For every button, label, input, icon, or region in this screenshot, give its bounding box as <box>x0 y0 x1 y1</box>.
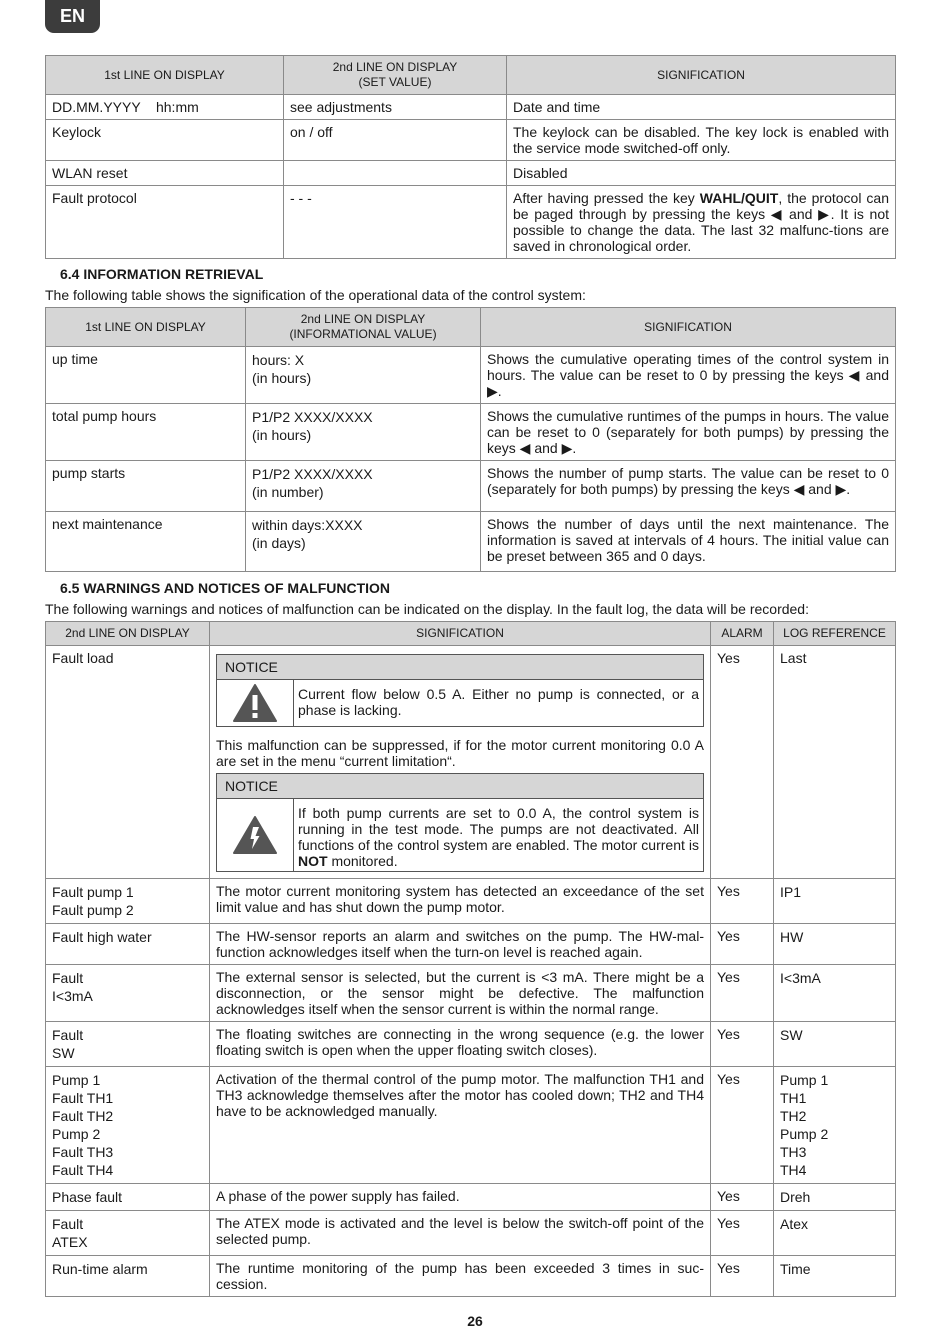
section-intro: The following table shows the signification of the operational data of the control system: <box>45 287 586 303</box>
table-cell: up time <box>46 347 246 404</box>
section-intro: The following warnings and notices of malfunction can be indicated on the display. In the fault log, the data will be recorded: <box>45 601 809 617</box>
table-row <box>46 1211 896 1256</box>
cell-line: IP1 <box>780 884 802 900</box>
page-number: 26 <box>467 1313 483 1329</box>
cell-line: Pump 2 <box>52 1126 101 1142</box>
settings-table <box>45 55 896 259</box>
table-cell: Yes <box>711 1211 774 1256</box>
cell-line: TH1 <box>780 1090 807 1106</box>
warnings-table <box>45 621 896 1297</box>
table-header: LOG REFERENCE <box>774 622 896 646</box>
table-cell: Shows the cumulative operating times of the control system in hours. The value can be reset to 0 by pressing the keys ◀ and ▶. <box>481 347 896 404</box>
cell-line: Pump 1 <box>52 1072 101 1088</box>
table-cell: A phase of the power supply has failed. <box>210 1184 711 1211</box>
table-cell <box>284 161 507 186</box>
table-cell: see adjustments <box>284 95 507 120</box>
table-row <box>46 965 896 1022</box>
table-cell: Fault load <box>46 646 210 879</box>
table-cell: total pump hours <box>46 404 246 461</box>
table-cell <box>774 1256 896 1297</box>
table-cell: Yes <box>711 879 774 924</box>
table-header: 2nd LINE ON DISPLAY (SET VALUE) <box>284 56 507 95</box>
table-cell: The ATEX mode is activated and the level is below the switch-off point of the selected pump. <box>210 1211 711 1256</box>
table-cell: WLAN reset <box>46 161 284 186</box>
electric-hazard-icon <box>217 799 294 871</box>
table-cell: The external sensor is selected, but the current is <3 mA. There might be a disconnection, or the sensor might be defective. The malfunction acknowledges itself when the sensor current is within the normal range. <box>210 965 711 1022</box>
cell-line: TH3 <box>780 1144 807 1160</box>
table-cell: next maintenance <box>46 512 246 572</box>
fault-load-description: This malfunction can be suppressed, if for the motor current monitoring 0.0 A are set in the menu “current limitation“. <box>216 737 704 769</box>
cell-line: SW <box>780 1027 803 1043</box>
table-cell <box>774 1184 896 1211</box>
cell-line: Pump 1 <box>780 1072 829 1088</box>
table-header: SIGNIFICATION <box>210 622 711 646</box>
table-cell: After having pressed the key WAHL/QUIT, the protocol can be paged through by pressing the keys ◀ and ▶. It is not possible to change the data. The last 32 malfunc-tions are saved in chronological order. <box>507 186 896 259</box>
table-row <box>46 924 896 965</box>
cell-line: Fault TH3 <box>52 1144 114 1160</box>
language-tab: EN <box>45 0 100 33</box>
table-cell: Yes <box>711 965 774 1022</box>
table-cell <box>46 1022 210 1067</box>
table-cell: The floating switches are connecting in the wrong sequence (e.g. the lower floating switch is open when the upper floating switch closes). <box>210 1022 711 1067</box>
cell-line: I<3mA <box>780 970 821 986</box>
cell-line: Fault <box>52 970 84 986</box>
table-cell: on / off <box>284 120 507 161</box>
table-cell: Yes <box>711 1067 774 1184</box>
information-table <box>45 307 896 572</box>
table-row <box>46 879 896 924</box>
table-cell <box>46 1184 210 1211</box>
table-cell: Yes <box>711 646 774 879</box>
table-cell: Yes <box>711 924 774 965</box>
table-cell: Yes <box>711 1184 774 1211</box>
table-row <box>46 120 896 161</box>
table-cell <box>46 879 210 924</box>
table-cell <box>774 924 896 965</box>
cell-line: TH4 <box>780 1162 807 1178</box>
table-cell <box>46 924 210 965</box>
notice-box <box>216 654 704 727</box>
table-cell: Keylock <box>46 120 284 161</box>
cell-line: Fault pump 1 <box>52 884 134 900</box>
table-row <box>46 186 896 259</box>
table-header: 1st LINE ON DISPLAY <box>46 308 246 347</box>
table-cell: Shows the number of days until the next maintenance. The information is saved at intervals of 4 hours. The initial value can be preset between 365 and 0 days. <box>481 512 896 572</box>
cell-line: I<3mA <box>52 988 93 1004</box>
notice-heading: NOTICE <box>217 655 703 680</box>
table-cell: Date and time <box>507 95 896 120</box>
table-cell: Yes <box>711 1022 774 1067</box>
cell-line: Atex <box>780 1216 809 1232</box>
table-cell: Last <box>774 646 896 879</box>
cell-line: Phase fault <box>52 1189 123 1205</box>
table-header: SIGNIFICATION <box>481 308 896 347</box>
table-header: SIGNIFICATION <box>507 56 896 95</box>
table-header: ALARM <box>711 622 774 646</box>
table-header: 1st LINE ON DISPLAY <box>46 56 284 95</box>
table-header: 2nd LINE ON DISPLAY (INFORMATIONAL VALUE) <box>246 308 481 347</box>
table-header: 2nd LINE ON DISPLAY <box>46 622 210 646</box>
section-title: 6.4 INFORMATION RETRIEVAL <box>60 266 264 282</box>
table-cell: pump starts <box>46 461 246 512</box>
table-cell: Disabled <box>507 161 896 186</box>
table-cell <box>774 879 896 924</box>
cell-line: Time <box>780 1261 811 1277</box>
table-cell <box>46 965 210 1022</box>
table-cell: hours: X (in hours) <box>246 347 481 404</box>
cell-line: Run-time alarm <box>52 1261 148 1277</box>
table-row <box>46 1256 896 1297</box>
table-cell <box>46 1211 210 1256</box>
cell-line: Pump 2 <box>780 1126 829 1142</box>
section-title: 6.5 WARNINGS AND NOTICES OF MALFUNCTION <box>60 580 391 596</box>
table-row <box>46 461 896 512</box>
table-row <box>46 1184 896 1211</box>
notice-text: Current flow below 0.5 A. Either no pump is connected, or a phase is lacking. <box>298 686 699 718</box>
table-cell: Shows the number of pump starts. The value can be reset to 0 (separately for both pumps) by pressing the keys ◀ and ▶. <box>481 461 896 512</box>
cell-line: Fault <box>52 1027 84 1043</box>
cell-line: Dreh <box>780 1189 811 1205</box>
exclamation-warning-icon <box>217 680 294 726</box>
table-row <box>46 347 896 404</box>
table-cell <box>774 1211 896 1256</box>
notice-text: If both pump currents are set to 0.0 A, the control system is running in the test mode. The pumps are not deactivated. All functions of the control system are enabled. The motor current is NOT monitored. <box>298 805 699 869</box>
cell-line: Fault high water <box>52 929 152 945</box>
table-cell: P1/P2 XXXX/XXXX (in hours) <box>246 404 481 461</box>
table-cell: - - - <box>284 186 507 259</box>
table-cell: Fault protocol <box>46 186 284 259</box>
table-row <box>46 95 896 120</box>
table-row <box>46 512 896 572</box>
table-cell: within days:XXXX (in days) <box>246 512 481 572</box>
cell-line: Fault TH2 <box>52 1108 114 1124</box>
table-row <box>46 646 896 879</box>
cell-line: ATEX <box>52 1234 88 1250</box>
cell-line: Fault TH1 <box>52 1090 114 1106</box>
notice-heading: NOTICE <box>217 774 703 799</box>
cell-line: SW <box>52 1045 75 1061</box>
table-row <box>46 404 896 461</box>
cell-line: Fault TH4 <box>52 1162 114 1178</box>
notice-box <box>216 773 704 872</box>
table-row <box>46 1022 896 1067</box>
table-cell: The HW-sensor reports an alarm and switches on the pump. The HW-mal-function acknowledges itself when the turn-on level is reached again. <box>210 924 711 965</box>
table-cell <box>46 1256 210 1297</box>
table-cell <box>774 1022 896 1067</box>
table-cell <box>774 1067 896 1184</box>
table-cell <box>210 646 711 879</box>
table-row <box>46 161 896 186</box>
table-cell: Yes <box>711 1256 774 1297</box>
cell-line: Fault pump 2 <box>52 902 134 918</box>
table-cell: Shows the cumulative runtimes of the pumps in hours. The value can be reset to 0 (separately for both pumps) by pressing the keys ◀ and ▶. <box>481 404 896 461</box>
cell-line: TH2 <box>780 1108 807 1124</box>
table-row <box>46 1067 896 1184</box>
table-cell: Activation of the thermal control of the pump motor. The malfunction TH1 and TH3 acknowledge themselves after the motor has cooled down; TH2 and TH4 have to be acknowledged manually. <box>210 1067 711 1184</box>
table-cell <box>46 1067 210 1184</box>
cell-line: HW <box>780 929 804 945</box>
table-cell: P1/P2 XXXX/XXXX (in number) <box>246 461 481 512</box>
table-cell: The motor current monitoring system has detected an exceedance of the set limit value and has shut down the pump motor. <box>210 879 711 924</box>
table-cell: The keylock can be disabled. The key lock is enabled with the service mode switched-off only. <box>507 120 896 161</box>
cell-line: Fault <box>52 1216 84 1232</box>
table-cell: DD.MM.YYYY hh:mm <box>46 95 284 120</box>
table-cell: The runtime monitoring of the pump has been exceeded 3 times in suc-cession. <box>210 1256 711 1297</box>
table-cell <box>774 965 896 1022</box>
